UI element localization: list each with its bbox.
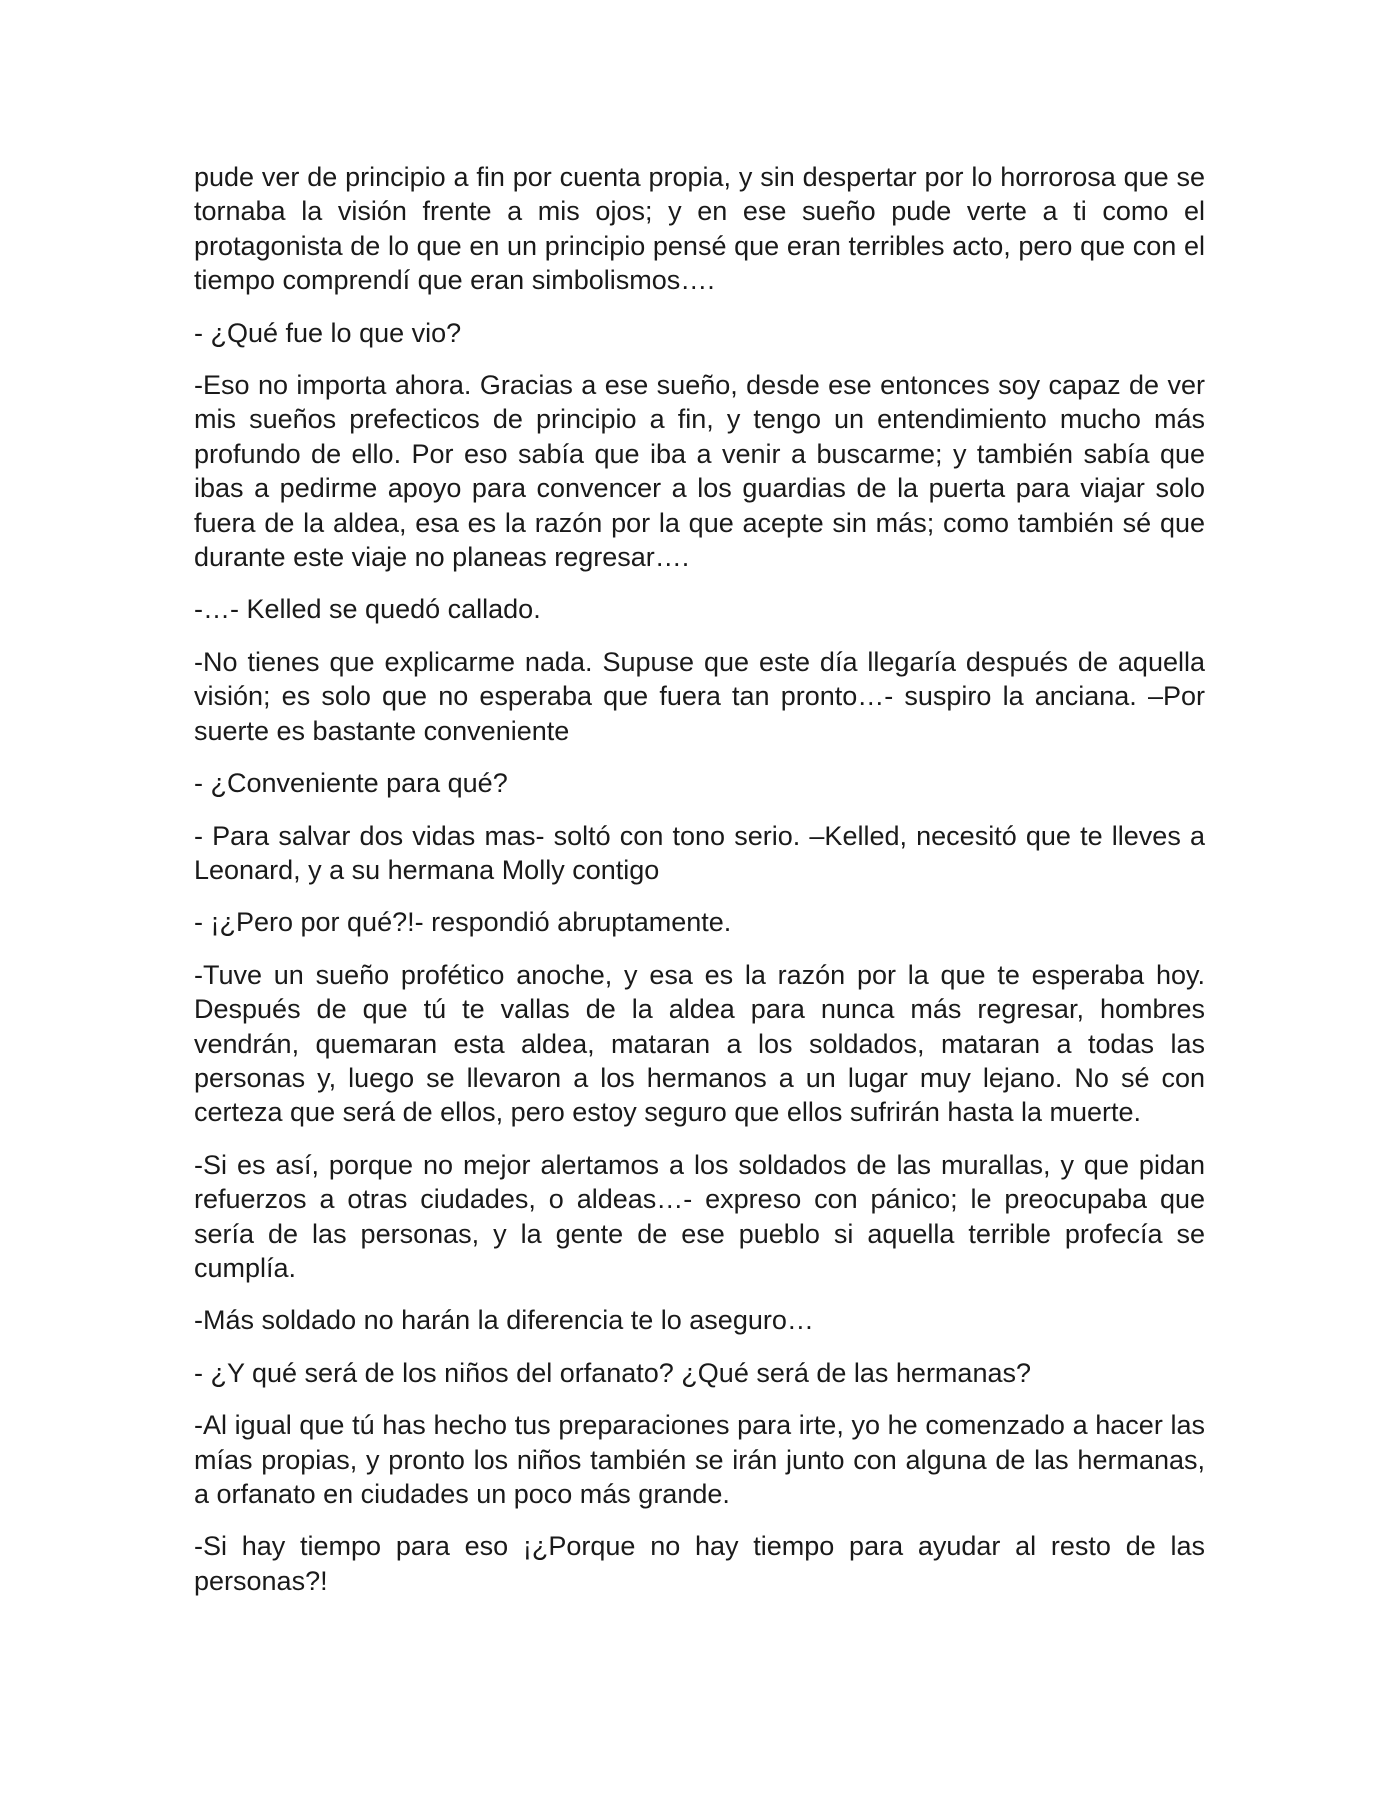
paragraph: pude ver de principio a fin por cuenta propia, y sin despertar por lo horrorosa que se tornaba la visión frente a mis ojos; y en ese sueño pude verte a ti como el protagonista de lo que en un principio pensé que eran terribles acto, pero que con el tiempo comprendí que eran simbolismos…. [194, 162, 1205, 296]
paragraph: -No tienes que explicarme nada. Supuse que este día llegaría después de aquella visión; es solo que no esperaba que fuera tan pronto…- suspiro la anciana. –Por suerte es bastante conveniente [194, 646, 1205, 746]
dialogue-line: - ¿Conveniente para qué? [194, 768, 508, 799]
paragraph: -Eso no importa ahora. Gracias a ese sueño, desde ese entonces soy capaz de ver mis sueños prefecticos de principio a fin, y tengo un entendimiento mucho más profundo de ello. Por eso sabía que iba a venir a buscarme; y también sabía que ibas a pedirme apoyo para convencer a los guardias de la puerta para viajar solo fuera de la aldea, esa es la razón por la que acepte sin más; como también sé que durante este viaje no planeas regresar…. [194, 370, 1205, 573]
dialogue-line: -…- Kelled se quedó callado. [194, 594, 541, 625]
dialogue-line: - ¿Y qué será de los niños del orfanato? ¿Qué será de las hermanas? [194, 1357, 1031, 1388]
dialogue-line: -Más soldado no harán la diferencia te lo aseguro… [194, 1305, 814, 1336]
document-body [194, 160, 1205, 1598]
paragraph: -Al igual que tú has hecho tus preparaciones para irte, yo he comenzado a hacer las mías propias, y pronto los niños también se irán junto con alguna de las hermanas, a orfanato en ciudades un poco más grande. [194, 1410, 1205, 1509]
paragraph: -Si hay tiempo para eso ¡¿Porque no hay tiempo para ayudar al resto de las personas?! [194, 1531, 1205, 1596]
paragraph: - Para salvar dos vidas mas- soltó con tono serio. –Kelled, necesitó que te lleves a Leonard, y a su hermana Molly contigo [194, 820, 1205, 885]
dialogue-line: - ¿Qué fue lo que vio? [194, 317, 462, 348]
dialogue-line: - ¡¿Pero por qué?!- respondió abruptamente. [194, 907, 732, 938]
paragraph: -Tuve un sueño profético anoche, y esa es la razón por la que te esperaba hoy. Después de que tú te vallas de la aldea para nunca más regresar, hombres vendrán, quemaran esta aldea, mataran a los soldados, mataran a todas las personas y, luego se llevaron a los hermanos a un lugar muy lejano. No sé con certeza que será de ellos, pero estoy seguro que ellos sufrirán hasta la muerte. [194, 959, 1205, 1128]
paragraph: -Si es así, porque no mejor alertamos a los soldados de las murallas, y que pidan refuerzos a otras ciudades, o aldeas…- expreso con pánico; le preocupaba que sería de las personas, y la gente de ese pueblo si aquella terrible profecía se cumplía. [194, 1149, 1205, 1283]
